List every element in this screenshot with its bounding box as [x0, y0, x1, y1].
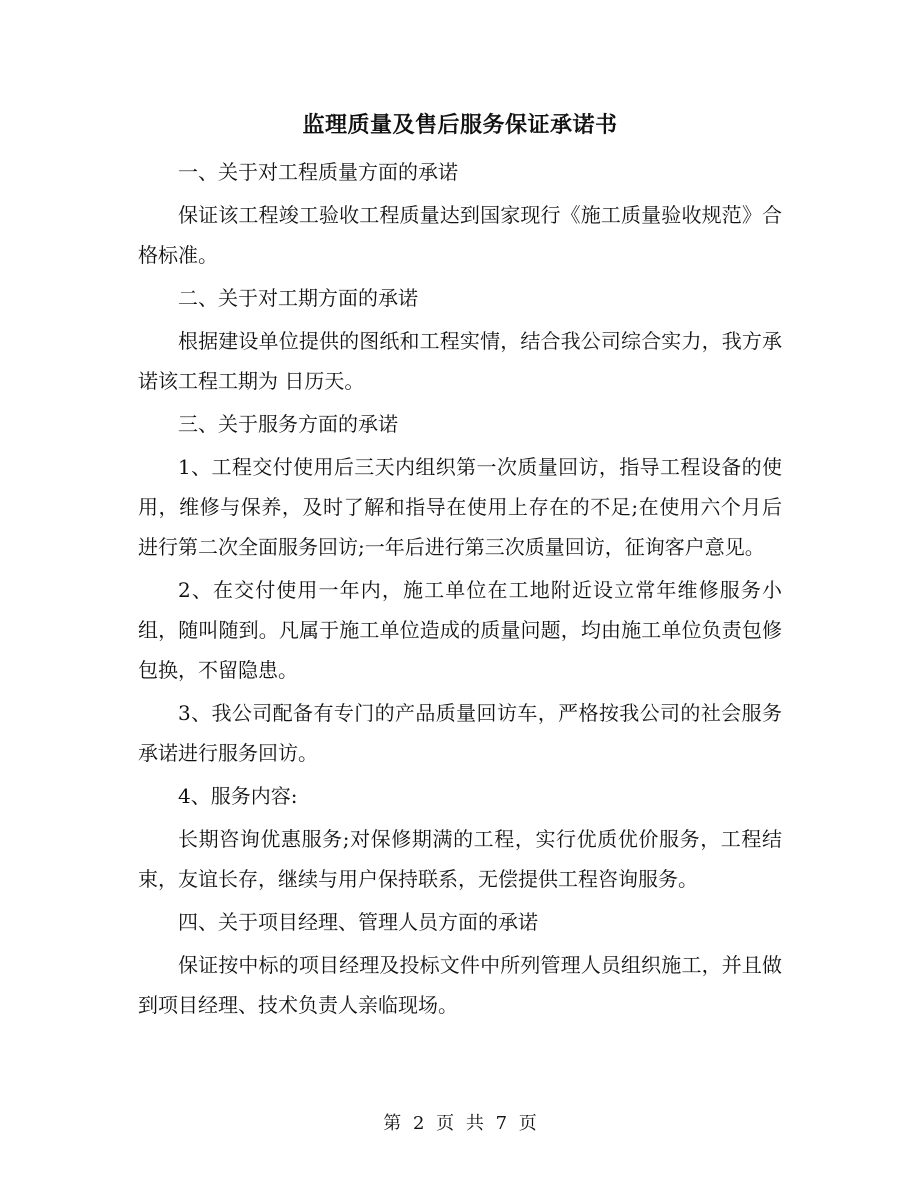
- paragraph-service-content: 长期咨询优惠服务;对保修期满的工程，实行优质优价服务，工程结束，友谊长存，继续与用户保持联系，无偿提供工程咨询服务。: [138, 827, 782, 891]
- paragraph-service-4-heading: 4、服务内容:: [178, 784, 298, 808]
- section-heading-management: 四、关于项目经理、管理人员方面的承诺: [178, 910, 538, 934]
- document-title: 监理质量及售后服务保证承诺书: [302, 112, 618, 138]
- paragraph-service-2: 2、在交付使用一年内，施工单位在工地附近设立常年维修服务小组，随叫随到。凡属于施工单位造成的质量问题，均由施工单位负责包修包换，不留隐患。: [138, 578, 782, 682]
- page-number: 第 2 页 共 7 页: [383, 1113, 537, 1134]
- document-body: [138, 152, 782, 1028]
- paragraph-quality: 保证该工程竣工验收工程质量达到国家现行《施工质量验收规范》合格标准。: [138, 203, 782, 267]
- section-heading-quality: 一、关于对工程质量方面的承诺: [178, 160, 458, 184]
- section-heading-service: 三、关于服务方面的承诺: [178, 412, 398, 436]
- paragraph-service-3: 3、我公司配备有专门的产品质量回访车，严格按我公司的社会服务承诺进行服务回访。: [138, 701, 782, 765]
- paragraph-management: 保证按中标的项目经理及投标文件中所列管理人员组织施工，并且做到项目经理、技术负责人亲临现场。: [138, 953, 782, 1017]
- paragraph-service-1: 1、工程交付使用后三天内组织第一次质量回访，指导工程设备的使用，维修与保养，及时了解和指导在使用上存在的不足;在使用六个月后进行第二次全面服务回访;一年后进行第三次质量回访，征询客户意见。: [138, 455, 782, 559]
- section-heading-schedule: 二、关于对工期方面的承诺: [178, 286, 418, 310]
- paragraph-schedule: 根据建设单位提供的图纸和工程实情，结合我公司综合实力，我方承诺该工程工期为 日历天。: [138, 329, 782, 393]
